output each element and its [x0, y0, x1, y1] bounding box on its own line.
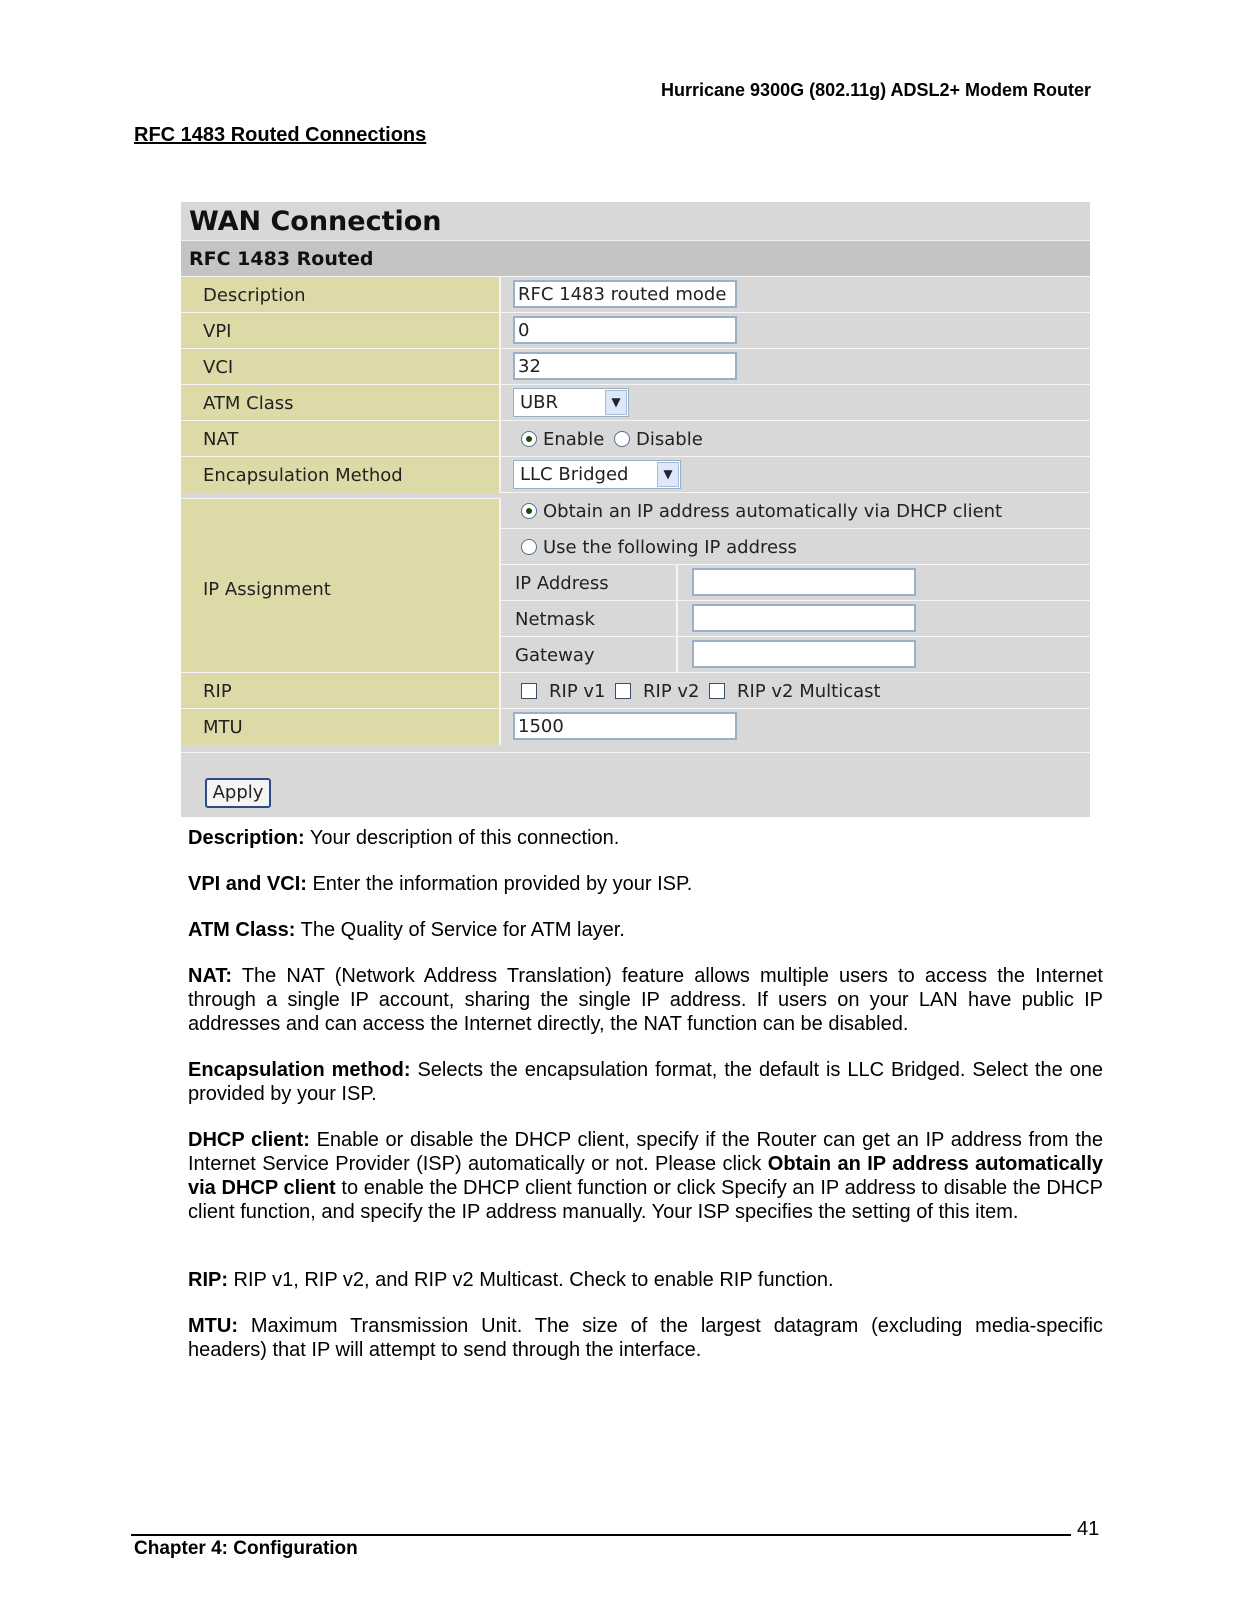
rip-v1-label: RIP v1 — [549, 681, 606, 702]
nat-disable-label: Disable — [636, 429, 703, 450]
desc-text: The Quality of Service for ATM layer. — [295, 919, 625, 941]
row-static-option — [501, 528, 1090, 565]
desc-term: VPI and VCI: — [188, 873, 307, 895]
rip-v2-multicast-checkbox[interactable] — [709, 683, 725, 699]
ip-address-label: IP Address — [515, 573, 609, 594]
desc-rip — [188, 1268, 1103, 1292]
rip-v2-label: RIP v2 — [643, 681, 700, 702]
chevron-down-icon[interactable]: ▼ — [605, 390, 627, 415]
vpi-input[interactable]: 0 — [513, 316, 737, 344]
row-description — [181, 276, 1090, 313]
rip-label: RIP — [203, 681, 232, 702]
wan-connection-panel — [181, 202, 1090, 817]
panel-title: WAN Connection — [189, 206, 442, 237]
vci-input[interactable]: 32 — [513, 352, 737, 380]
netmask-label-cell — [501, 600, 678, 637]
row-mtu — [181, 708, 1090, 745]
desc-term: ATM Class: — [188, 919, 296, 941]
desc-text: Your description of this connection. — [304, 827, 620, 849]
atm-class-select[interactable] — [513, 388, 629, 417]
netmask-cell — [678, 600, 1090, 637]
desc-bold: Obtain an IP address automatically via DHCP client — [188, 1153, 1103, 1199]
desc-term: RIP: — [188, 1269, 228, 1291]
desc-text: Enter the information provided by your ISP. — [306, 873, 693, 895]
encapsulation-label: Encapsulation Method — [203, 465, 403, 486]
desc-dhcp — [188, 1128, 1103, 1224]
desc-mtu — [188, 1314, 1103, 1362]
desc-text: Selects the encapsulation format, the default is LLC Bridged. Select the one provided by your ISP. — [188, 1059, 1104, 1105]
panel-subtitle-bar — [181, 240, 1090, 277]
nat-enable-label: Enable — [543, 429, 605, 450]
desc-atm — [188, 918, 1103, 942]
vci-label: VCI — [203, 357, 234, 378]
gateway-input[interactable] — [692, 640, 916, 668]
desc-term: MTU: — [188, 1315, 238, 1337]
nat-label: NAT — [203, 429, 239, 450]
ip-address-label-cell — [501, 564, 678, 601]
desc-text: Maximum Transmission Unit. The size of the largest datagram (excluding media-specific headers) that IP will attempt to send through the interface. — [188, 1315, 1103, 1361]
desc-vpi-vci — [188, 872, 1103, 896]
row-vci — [181, 348, 1090, 385]
row-atm-class — [181, 384, 1090, 421]
gateway-label: Gateway — [515, 645, 595, 666]
gateway-label-cell — [501, 636, 678, 673]
rip-v1-checkbox[interactable] — [521, 683, 537, 699]
apply-button[interactable]: Apply — [205, 778, 271, 808]
ip-assignment-label-cell — [181, 498, 501, 681]
netmask-input[interactable] — [692, 604, 916, 632]
desc-text: The NAT (Network Address Translation) feature allows multiple users to access the Internet through a single IP account, sharing the single IP address. If users on your LAN have public IP addresses and can access the Internet directly, the NAT function can be disabled. — [188, 965, 1103, 1035]
atm-class-label: ATM Class — [203, 393, 294, 414]
apply-row — [181, 752, 1090, 818]
desc-term: Description: — [188, 827, 305, 849]
dhcp-radio[interactable] — [521, 503, 537, 519]
desc-description — [188, 826, 1103, 850]
nat-enable-radio[interactable] — [521, 431, 537, 447]
chapter-footer: Chapter 4: Configuration — [134, 1538, 358, 1559]
footer-rule — [131, 1534, 1071, 1536]
mtu-label: MTU — [203, 717, 243, 738]
desc-text: RIP v1, RIP v2, and RIP v2 Multicast. Check to enable RIP function. — [228, 1269, 834, 1291]
gateway-cell — [678, 636, 1090, 673]
description-label: Description — [203, 285, 306, 306]
desc-text: Enable or disable the DHCP client, specify if the Router can get an IP address from the Internet Service Provider (ISP) automatically or not. Please click — [188, 1129, 1104, 1175]
dhcp-option-label: Obtain an IP address automatically via DHCP client — [543, 501, 1003, 522]
desc-text: to enable the DHCP client function or click Specify an IP address to disable the DHCP client function, and specify the IP address manually. Your ISP specifies the setting of this item. — [188, 1177, 1103, 1223]
desc-term: Encapsulation method: — [188, 1059, 411, 1081]
desc-encapsulation — [188, 1058, 1103, 1106]
netmask-label: Netmask — [515, 609, 595, 630]
row-encapsulation — [181, 456, 1090, 493]
row-vpi — [181, 312, 1090, 349]
rip-v2-checkbox[interactable] — [615, 683, 631, 699]
atm-class-value: UBR — [520, 392, 559, 413]
ip-assignment-label: IP Assignment — [203, 579, 331, 600]
ip-address-input[interactable] — [692, 568, 916, 596]
desc-nat — [188, 964, 1103, 1036]
chevron-down-icon[interactable]: ▼ — [657, 462, 679, 487]
desc-term: DHCP client: — [188, 1129, 310, 1151]
panel-subtitle: RFC 1483 Routed — [189, 248, 374, 270]
mtu-input[interactable]: 1500 — [513, 712, 737, 740]
static-option-label: Use the following IP address — [543, 537, 797, 558]
static-ip-radio[interactable] — [521, 539, 537, 555]
rip-v2-multicast-label: RIP v2 Multicast — [737, 681, 881, 702]
page-number: 41 — [1077, 1518, 1100, 1540]
row-dhcp-option — [501, 492, 1090, 529]
ip-address-cell — [678, 564, 1090, 601]
row-rip — [181, 672, 1090, 709]
row-nat — [181, 420, 1090, 457]
description-input[interactable]: RFC 1483 routed mode — [513, 280, 737, 308]
encapsulation-select[interactable] — [513, 460, 681, 489]
encapsulation-value: LLC Bridged — [520, 464, 629, 485]
document-header: Hurricane 9300G (802.11g) ADSL2+ Modem Router — [661, 80, 1091, 100]
vpi-label: VPI — [203, 321, 232, 342]
nat-disable-radio[interactable] — [614, 431, 630, 447]
section-title: RFC 1483 Routed Connections — [134, 124, 427, 146]
desc-term: NAT: — [188, 965, 233, 987]
